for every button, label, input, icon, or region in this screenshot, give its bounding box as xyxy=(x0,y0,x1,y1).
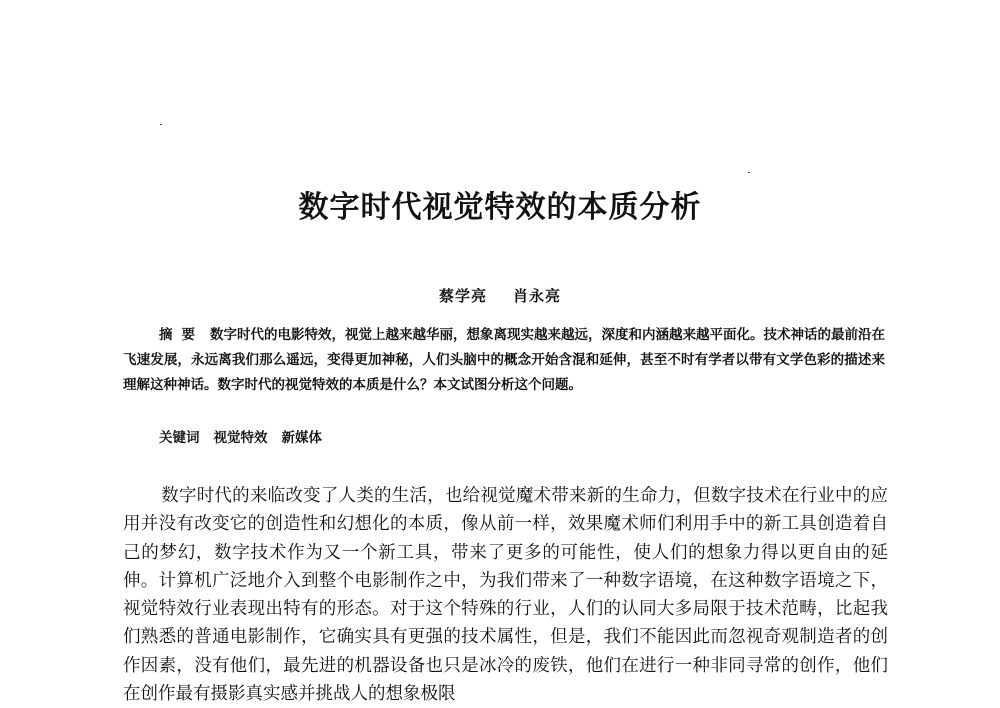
author-name: 肖永亮 xyxy=(513,287,562,305)
abstract-text: 数字时代的电影特效，视觉上越来越华丽，想象离现实越来越远，深度和内涵越来越平面化。技术神话的最前沿在飞速发展，永远离我们那么遥远，变得更加神秘，人们头脑中的概念开始含混和延伸，甚至不时有学者以带有文学色彩的描述来理解这种神话。数字时代的视觉特效的本质是什么？本文试图分析这个问题。 xyxy=(123,327,885,393)
keyword: 视觉特效 xyxy=(213,430,268,446)
paper-title: 数字时代视觉特效的本质分析 xyxy=(298,190,702,225)
abstract xyxy=(123,323,885,398)
keywords xyxy=(159,428,322,448)
scan-speck xyxy=(748,172,750,173)
abstract-label: 摘要 xyxy=(159,327,204,343)
keywords-label: 关键词 xyxy=(159,430,200,446)
body-text: 数字时代的来临改变了人类的生活，也给视觉魔术带来新的生命力，但数字技术在行业中的应用并没有改变它的创造性和幻想化的本质，像从前一样，效果魔术师们利用手中的新工具创造着自己的梦幻，数字技术作为又一个新工具，带来了更多的可能性，使人们的想象力得以更自由的延伸。计算机广泛地介入到整个电影制作之中，为我们带来了一种数字语境，在这种数字语境之下，视觉特效行业表现出特有的形态。对于这个特殊的行业，人们的认同大多局限于技术范畴，比起我们熟悉的普通电影制作，它确实具有更强的技术属性，但是，我们不能因此而忽视奇观制造者的创作因素，没有他们，最先进的机器设备也只是冰冷的废铁，他们在进行一种非同寻常的创作，他们在创作最有摄影真实感并挑战人的想象极限 xyxy=(123,486,888,705)
body-paragraph xyxy=(123,482,888,708)
author-name: 蔡学亮 xyxy=(438,287,487,305)
scan-speck xyxy=(160,124,162,125)
keyword: 新媒体 xyxy=(281,430,322,446)
author-line xyxy=(0,286,1000,306)
